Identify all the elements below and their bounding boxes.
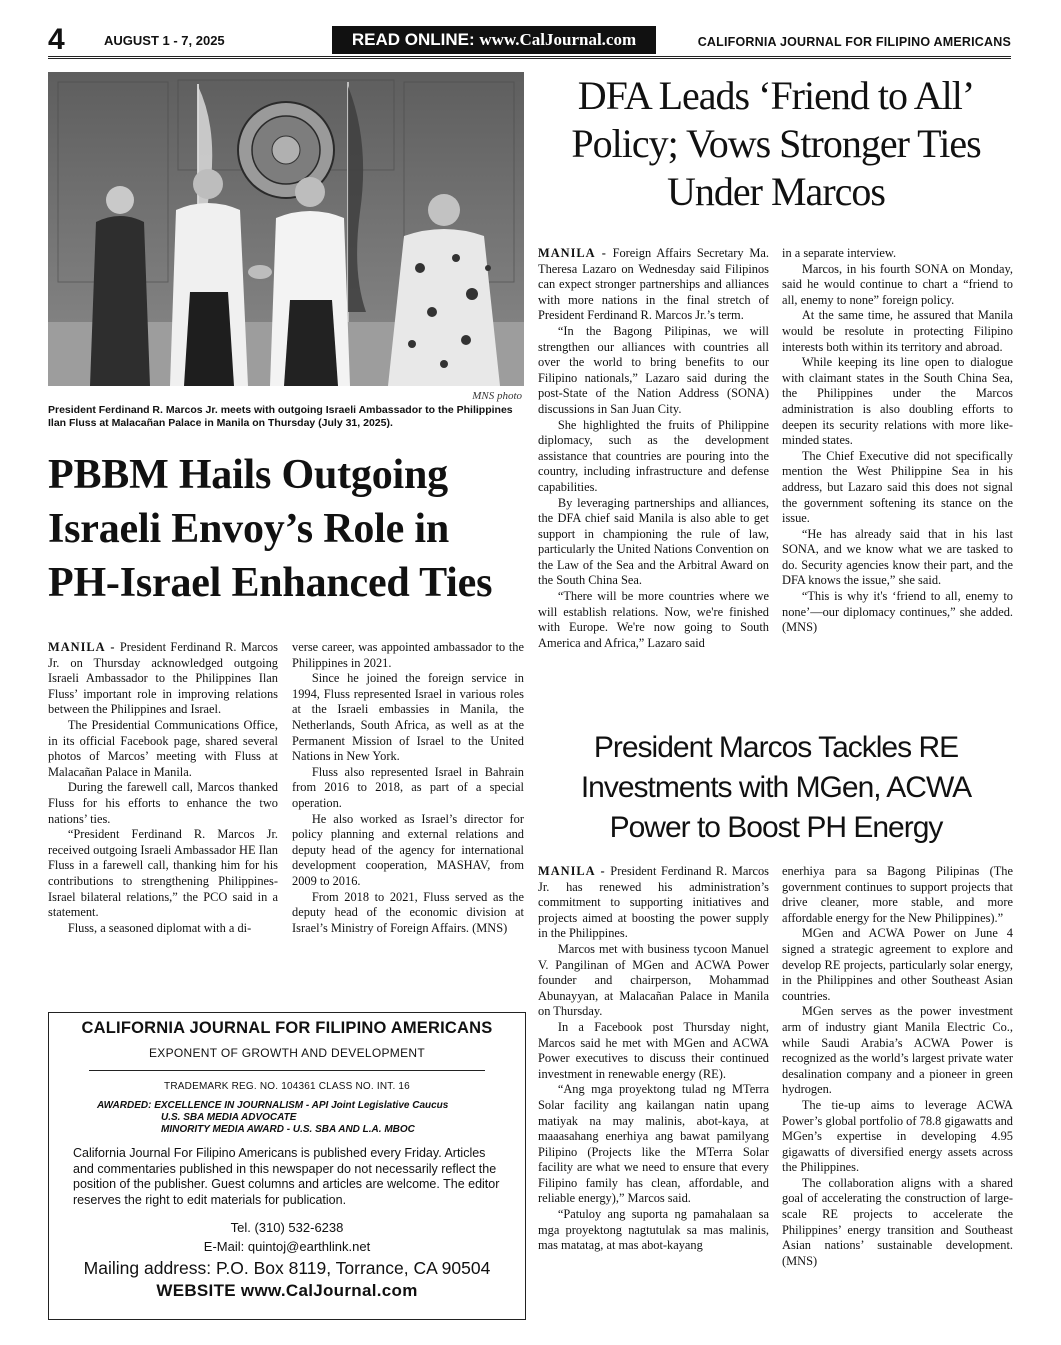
article3-headline: President Marcos Tackles RE Investments with MGen, ACWA Power to Boost PH Energy [580,731,972,844]
photo-credit: MNS photo [472,390,522,402]
page-header [48,22,1011,59]
paragraph: By leveraging partnerships and alliances, the DFA chief said Manila is also able to get support in championing the rule of law, particularly the United Nations Convention on the Law of the Sea and the Arbitral Award on the South China Sea. [538,495,769,588]
dateline: MANILA - [538,864,606,878]
paragraph: MGen serves as the power investment arm of industry giant Manila Electric Co., while Saudi Arabia’s ACWA Power is recognized as the world’s largest private water desalination company and a pioneer in green hydrogen. [782,1004,1013,1097]
paragraph: Since he joined the foreign service in 1994, Fluss represented Israel in various roles at the Israeli embassies in Manila, the Netherlands, South Africa, as well as at the Permanent Mission of Israel to the United Nations in New York. [292,671,524,764]
paragraph: “This is why it's ‘friend to all, enemy to none’—our diplomacy continues,” she added. (MNS) [782,589,1013,635]
website-link[interactable]: WEBSITE www.CalJournal.com [156,1281,418,1300]
article3-column2 [782,864,1013,1269]
paragraph: Fluss, a seasoned diplomat with a di- [67,920,252,935]
paragraph: During the farewell call, Marcos thanked Fluss for his efforts to enhance the two nations’ ties. [48,780,278,826]
paragraph: The collaboration aligns with a shared goal of accelerating the construction of large-scale RE projects to accelerate the Philippines’ energy transition and Southeast Asian nations’ sustainable development. (MNS) [782,1175,1013,1268]
dateline: MANILA - [48,640,116,654]
article1-column1 [48,640,278,936]
award-item: MINORITY MEDIA AWARD - U.S. SBA AND L.A. MBOC [161,1124,415,1135]
paragraph: The tie-up aims to leverage ACWA Power’s global portfolio of 78.8 gigawatts and MGen’s expertise in developing 4.95 gigawatts of diversified energy assets across the Philippines. [782,1097,1013,1175]
award-item: AWARDED: EXCELLENCE IN JOURNALISM - API Joint Legislative Caucus [97,1100,449,1111]
masthead-divider [89,1070,485,1071]
article2-column1 [538,246,769,651]
article2-headline: DFA Leads ‘Friend to All’ Policy; Vows Stronger Ties Under Marcos [571,73,981,214]
masthead-name: CALIFORNIA JOURNAL FOR FILIPINO AMERICANS [81,1019,493,1037]
masthead-tagline: EXPONENT OF GROWTH AND DEVELOPMENT [148,1046,425,1060]
article1-headline: PBBM Hails Outgoing Israeli Envoy’s Role in PH-Israel Enhanced Ties [48,452,493,606]
paragraph: in a separate interview. [782,246,897,260]
awards-list [97,1100,525,1136]
dateline: MANILA - [538,246,607,260]
publication-note: California Journal For Filipino Americans is published every Friday. Articles and commentaries published in this newspaper do not necessarily reflect the position of the publisher. Guest columns and articles are welcome. The editor reserves the right to edit materials for publication. [73,1146,500,1207]
paragraph: From 2018 to 2021, Fluss served as the deputy head of the economic division at Israel’s Ministry of Foreign Affairs. (MNS) [292,889,524,935]
read-online-link[interactable]: www.CalJournal.com [479,30,637,49]
email-link[interactable]: E-Mail: quintoj@earthlink.net [203,1239,371,1254]
news-photo [48,72,524,386]
article1-column2 [292,640,524,936]
photo-caption: President Ferdinand R. Marcos Jr. meets with outgoing Israeli Ambassador to the Philippines Ilan Fluss at Malacañan Palace in Manila on Thursday (July 31, 2025). [48,404,513,429]
article2-lead: MANILA - Foreign Affairs Secretary Ma. Theresa Lazaro on Wednesday said Filipinos can expect stronger partnerships and alliances with more nations in the final stretch of President Ferdinand R. Marcos Jr.’s term. [538,246,769,323]
paragraph: “Patuloy ang suporta ng pamahalaan sa mga proyektong nagtutulak sa mas malinis, mas matatag, at mas abot-kayang [538,1207,769,1253]
page-number: 4 [48,23,65,56]
paragraph: Marcos, in his fourth SONA on Monday, said he would continue to chart a “friend to all, enemy to none” foreign policy. [782,261,1013,307]
header-divider [48,56,1011,57]
paragraph: Fluss also represented Israel in Bahrain from 2016 to 2018, as part of a special operation. [292,764,524,810]
paragraph: At the same time, he assured that Manila would be resolute in protecting Filipino interests both within its territory and abroad. [782,308,1013,354]
article3-lead: MANILA - President Ferdinand R. Marcos Jr. has renewed his administration’s commitment to supporting initiatives and projects aimed at boosting the power supply in the Philippines. [538,864,769,941]
masthead-box [48,1012,526,1320]
article1-lead: MANILA - President Ferdinand R. Marcos Jr. on Thursday acknowledged outgoing Israeli Ambassador to the Philippines Ilan Fluss’ important role in improving relations between the Philippines and Israel. [48,640,279,717]
article3-column1 [538,864,769,1254]
telephone: Tel. (310) 532-6238 [230,1220,344,1235]
paragraph: While keeping its line open to dialogue with claimant states in the South China Sea, the Philippines under the Marcos administration is also doubling efforts to deepen its security relations with more like-minded states. [782,355,1013,448]
paragraph: verse career, was appointed ambassador to the Philippines in 2021. [292,640,524,670]
paragraph: The Chief Executive did not specifically mention the West Philippine Sea in his address, but Lazaro said this does not signal the government softening its stance on the issue. [782,448,1013,526]
paragraph: “In the Bagong Pilipinas, we will strengthen our alliances with countries all over the world to bring benefits to our Filipino nationals,” Lazaro said during the post-State of the Nation Address (SONA) discussions in San Juan City. [538,323,769,416]
paragraph: “He has already said that in his last SONA, and we know what we are tasked to do. Security agencies know their part, and the DFA knows the issue,” she said. [782,526,1013,588]
award-item: U.S. SBA MEDIA ADVOCATE [161,1112,297,1123]
trademark-line: TRADEMARK REG. NO. 104361 CLASS NO. INT. 16 [164,1081,410,1092]
paragraph: MGen and ACWA Power on June 4 signed a strategic agreement to explore and develop RE projects, particularly solar energy, in the Philippines and other Southeast Asian countries. [782,926,1013,1003]
paragraph: “Ang mga proyektong tulad ng MTerra Solar facility ang kailangan natin upang matiyak na may malinis, abot-kaya, at maaasahang enerhiya ang bawat pamilyang Pilipino (Projects like the MTerra Solar facility are what we need to ensure that every Filipino family has clean, affordable, and reliable energy),” Marcos said. [538,1082,769,1206]
paragraph: “There will be more countries where we will establish relations. Now, we're finished with Europe. We're now going to South America and Africa,” Lazaro said [538,589,769,650]
issue-date: AUGUST 1 - 7, 2025 [104,33,225,48]
article2-column2 [782,246,1013,636]
mailing-address: Mailing address: P.O. Box 8119, Torrance, CA 90504 [83,1258,491,1278]
photo-illustration [48,72,524,386]
paragraph: enerhiya para sa Bagong Pilipinas (The government continues to support projects that drive cleaner, more stable, and more affordable energy for the New Philippines).” [782,864,1013,925]
paragraph: He also worked as Israel’s director for policy planning and external relations and deputy head of the agency for international development cooperation, MASHAV, from 2009 to 2016. [292,811,524,888]
read-online-banner[interactable] [332,26,656,54]
publication-name: CALIFORNIA JOURNAL FOR FILIPINO AMERICANS [697,35,1011,49]
paragraph: “President Ferdinand R. Marcos Jr. received outgoing Israeli Ambassador HE Ilan Fluss in a farewell call, thanking him for his contributions to strengthening Philippines-Israel bilateral relations,” the PCO said in a statement. [48,827,278,920]
paragraph: She highlighted the fruits of Philippine diplomacy, such as the development assistance that countries are pouring into the country, including infrastructure and defense capabilities. [538,417,769,494]
read-online-label: READ ONLINE: [351,30,475,49]
paragraph: In a Facebook post Thursday night, Marcos said he met with MGen and ACWA Power executives to discuss their continued investment in renewable energy (RE). [538,1019,769,1081]
paragraph: Marcos met with business tycoon Manuel V. Pangilinan of MGen and ACWA Power founder and chairperson, Mohammad Abunayyan, at Malacañan Palace in Manila on Thursday. [538,941,769,1019]
paragraph: The Presidential Communications Office, in its official Facebook page, shared several photos of Marcos’ meeting with Fluss at Malacañan Palace in Manila. [48,717,278,779]
